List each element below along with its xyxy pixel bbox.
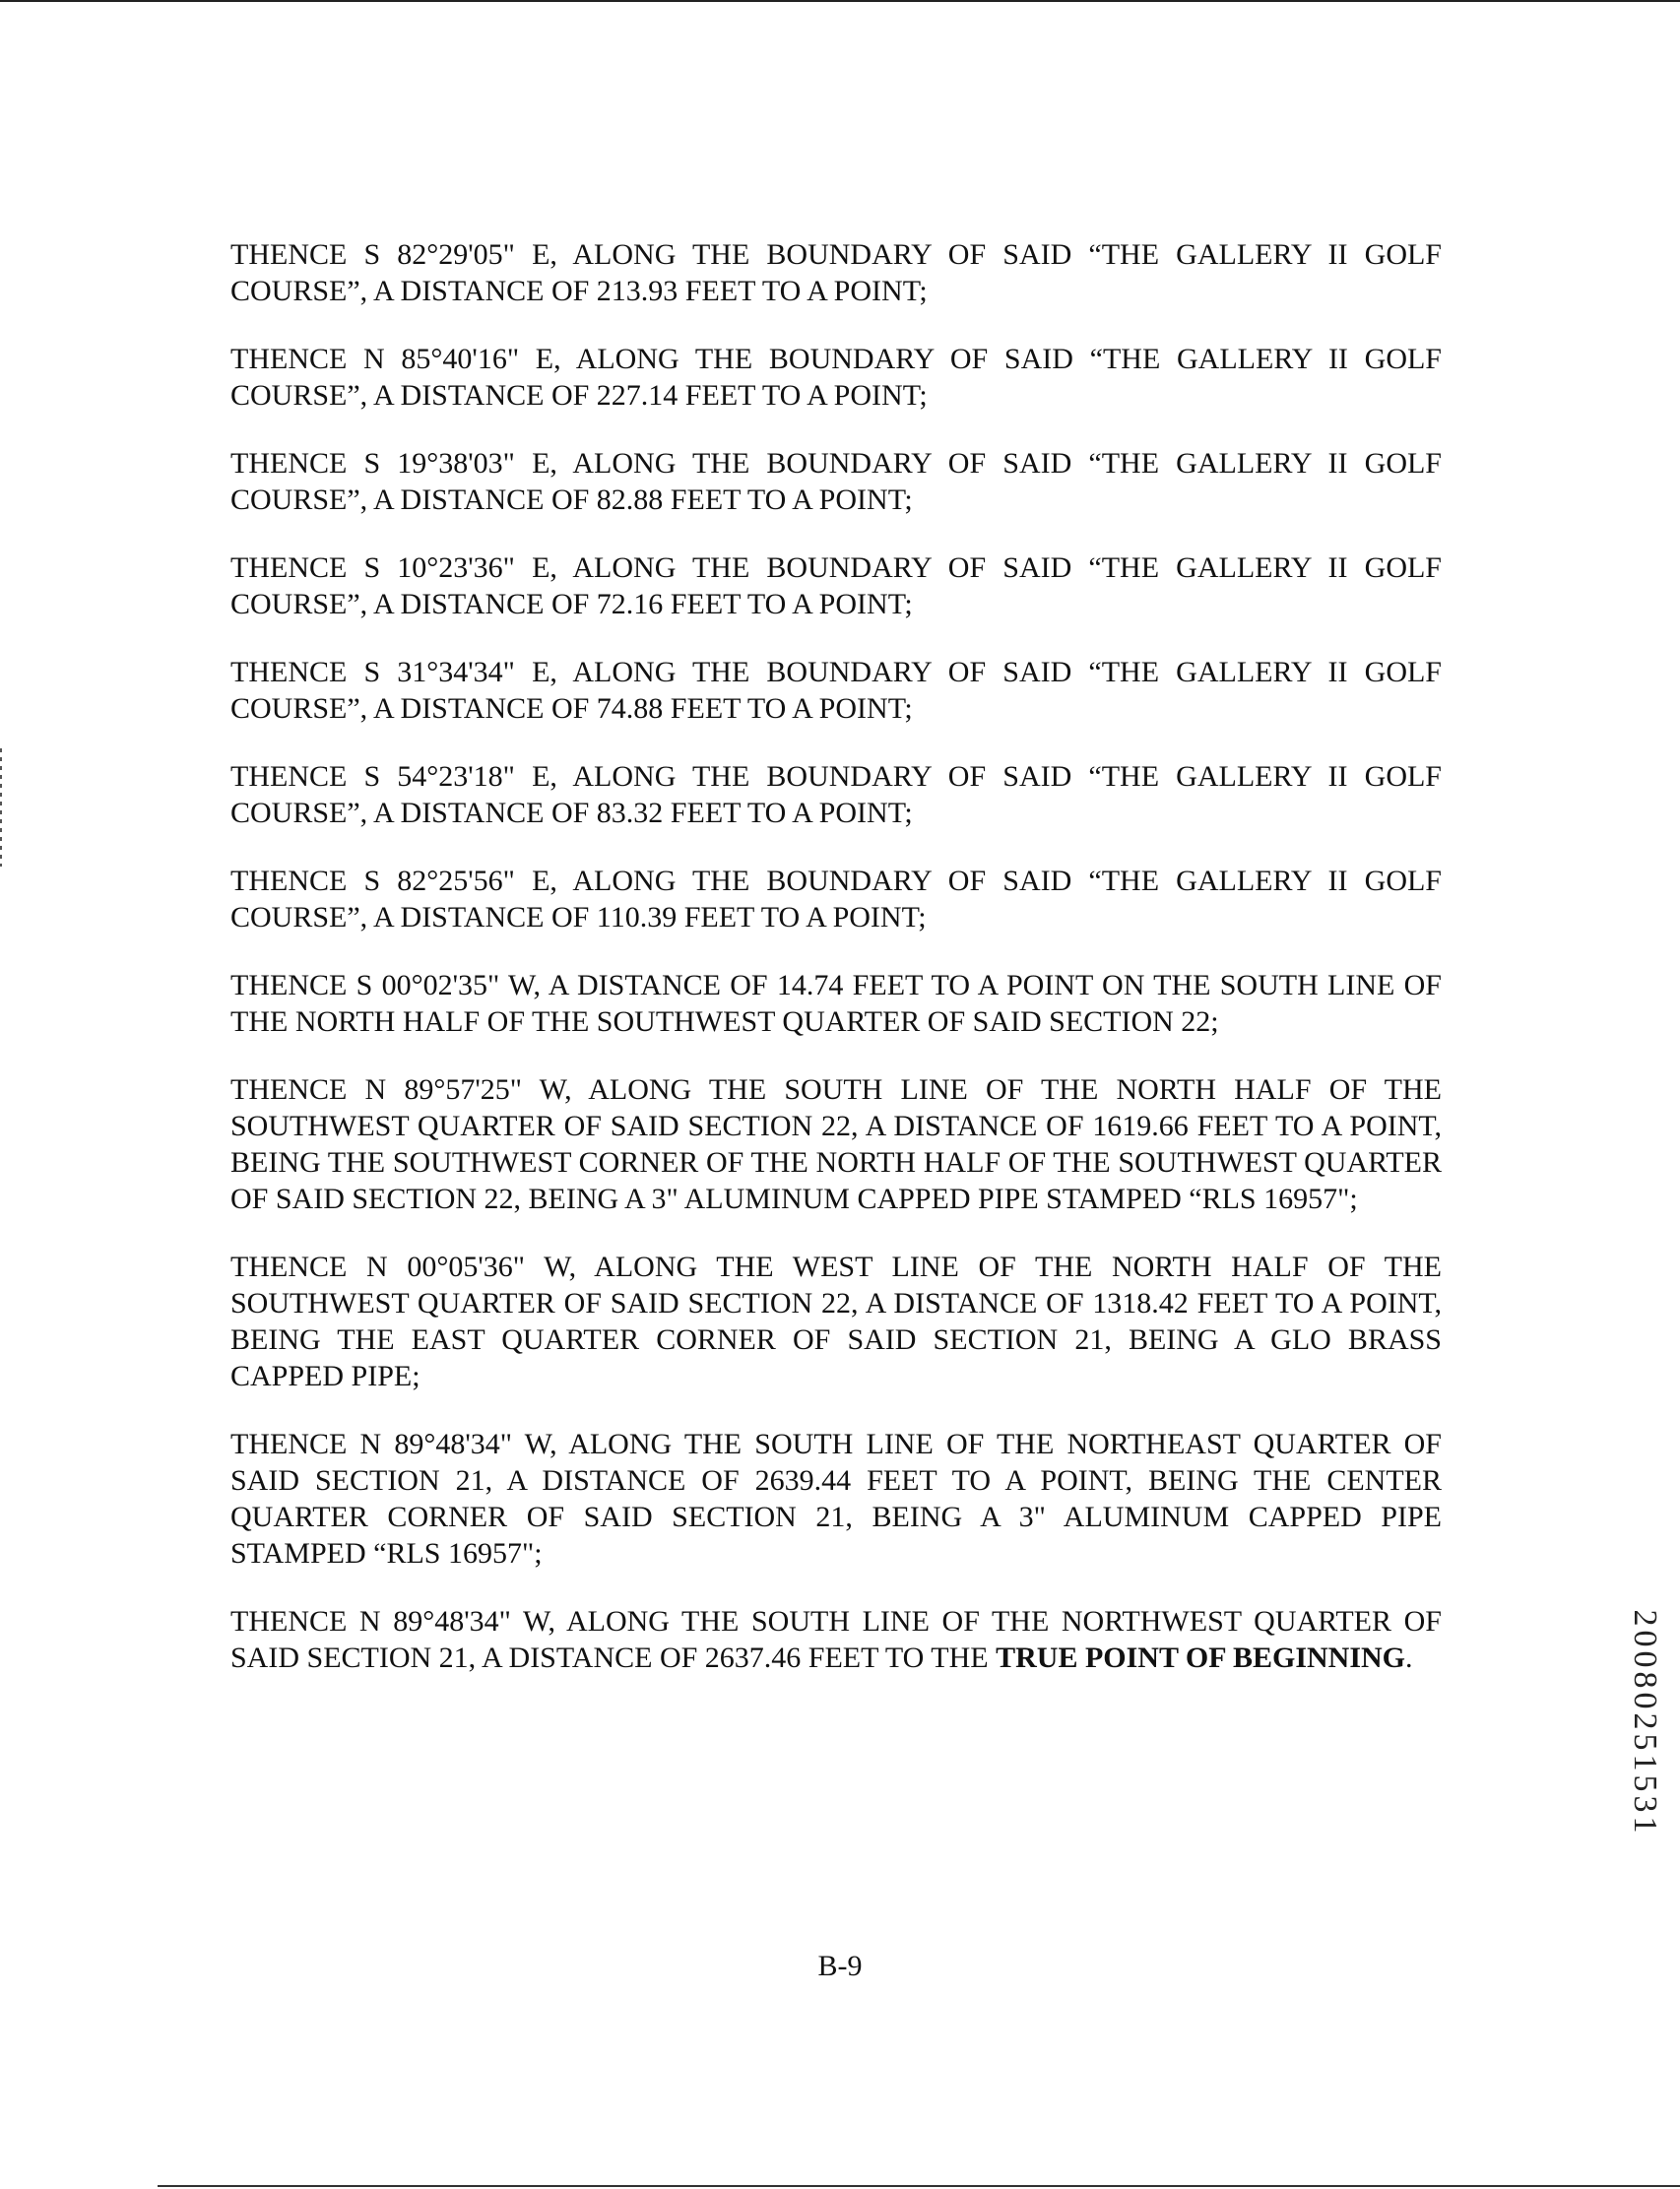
legal-description-body: [230, 236, 1442, 1707]
true-point-of-beginning: TRUE POINT OF BEGINNING: [996, 1642, 1406, 1674]
course-paragraph-10: THENCE N 00°05'36" W, ALONG THE WEST LINE OF THE NORTH HALF OF THE SOUTHWEST QUARTER OF SAID SECTION 22, A DISTANCE OF 1318.42 FEET TO A POINT, BEING THE EAST QUARTER CORNER OF SAID SECTION 21, BEING A GLO BRASS CAPPED PIPE;: [230, 1251, 1442, 1392]
recording-number-text: 20080251531: [1627, 1609, 1663, 1837]
final-course-period: .: [1405, 1642, 1413, 1674]
final-course-text: THENCE N 89°48'34" W, ALONG THE SOUTH LINE OF THE NORTHWEST QUARTER OF SAID SECTION 21, A DISTANCE OF 2637.46 FEET TO THE: [230, 1605, 1442, 1674]
course-paragraph-9: THENCE N 89°57'25" W, ALONG THE SOUTH LINE OF THE NORTH HALF OF THE SOUTHWEST QUARTER OF SAID SECTION 22, A DISTANCE OF 1619.66 FEET TO A POINT, BEING THE SOUTHWEST CORNER OF THE NORTH HALF OF THE SOUTHWEST QUARTER OF SAID SECTION 22, BEING A 3" ALUMINUM CAPPED PIPE STAMPED “RLS 16957";: [230, 1073, 1442, 1215]
scan-top-edge: [0, 0, 1680, 2]
recording-number-stamp: [1625, 1585, 1664, 1861]
scan-left-edge-mark: [0, 748, 2, 867]
course-paragraph-7: THENCE S 82°25'56" E, ALONG THE BOUNDARY OF SAID “THE GALLERY II GOLF COURSE”, A DISTANCE OF 110.39 FEET TO A POINT;: [230, 865, 1442, 934]
course-paragraph-5: THENCE S 31°34'34" E, ALONG THE BOUNDARY OF SAID “THE GALLERY II GOLF COURSE”, A DISTANCE OF 74.88 FEET TO A POINT;: [230, 656, 1442, 725]
page-number: B-9: [817, 1950, 863, 1982]
course-paragraph-6: THENCE S 54°23'18" E, ALONG THE BOUNDARY OF SAID “THE GALLERY II GOLF COURSE”, A DISTANCE OF 83.32 FEET TO A POINT;: [230, 760, 1442, 829]
course-paragraph-8: THENCE S 00°02'35" W, A DISTANCE OF 14.74 FEET TO A POINT ON THE SOUTH LINE OF THE NORTH HALF OF THE SOUTHWEST QUARTER OF SAID SECTION 22;: [230, 969, 1442, 1038]
scan-bottom-edge: [158, 2185, 1680, 2187]
course-paragraph-4: THENCE S 10°23'36" E, ALONG THE BOUNDARY OF SAID “THE GALLERY II GOLF COURSE”, A DISTANCE OF 72.16 FEET TO A POINT;: [230, 551, 1442, 620]
course-paragraph-final: [230, 1603, 1442, 1676]
course-paragraph-2: THENCE N 85°40'16" E, ALONG THE BOUNDARY OF SAID “THE GALLERY II GOLF COURSE”, A DISTANCE OF 227.14 FEET TO A POINT;: [230, 343, 1442, 412]
course-paragraph-11: THENCE N 89°48'34" W, ALONG THE SOUTH LINE OF THE NORTHEAST QUARTER OF SAID SECTION 21, A DISTANCE OF 2639.44 FEET TO A POINT, BEING THE CENTER QUARTER CORNER OF SAID SECTION 21, BEING A 3" ALUMINUM CAPPED PIPE STAMPED “RLS 16957";: [230, 1428, 1442, 1570]
course-paragraph-1: THENCE S 82°29'05" E, ALONG THE BOUNDARY OF SAID “THE GALLERY II GOLF COURSE”, A DISTANCE OF 213.93 FEET TO A POINT;: [230, 238, 1442, 307]
course-paragraph-3: THENCE S 19°38'03" E, ALONG THE BOUNDARY OF SAID “THE GALLERY II GOLF COURSE”, A DISTANCE OF 82.88 FEET TO A POINT;: [230, 447, 1442, 516]
